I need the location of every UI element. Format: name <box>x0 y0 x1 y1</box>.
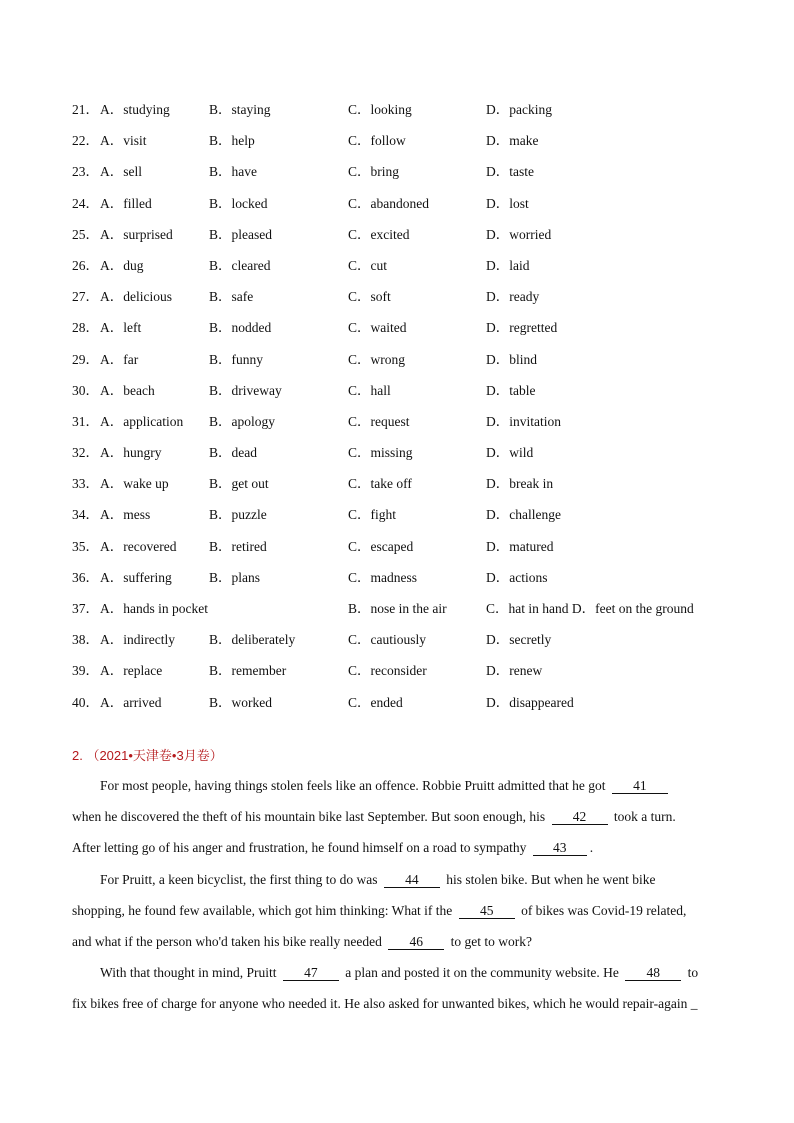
question-number: 27． <box>72 289 99 305</box>
passage-line <box>72 901 724 932</box>
question-number: 29． <box>72 351 99 367</box>
option-c: C．missing <box>348 445 413 461</box>
option-a: A．hungry <box>100 445 162 461</box>
option-a: A．studying <box>100 102 170 117</box>
option-c: C．follow <box>348 133 406 149</box>
option-a: A．filled <box>100 195 152 211</box>
question-row <box>72 505 732 536</box>
question-row <box>72 350 732 381</box>
question-row <box>72 537 732 568</box>
passage-text: took a turn. <box>613 809 676 825</box>
question-row <box>72 256 732 287</box>
passage-text: and what if the person who'd taken his bike really needed <box>72 933 382 949</box>
option-d: C．hat in hand D．feet on the ground <box>486 601 694 616</box>
option-d: D．ready <box>486 289 540 305</box>
option-a: A．mess <box>100 507 151 523</box>
option-c: C．wrong <box>348 351 405 367</box>
option-b: B．cleared <box>209 257 271 273</box>
question-row <box>72 318 732 349</box>
option-c: C．bring <box>348 164 400 180</box>
question-row <box>72 100 732 131</box>
question-number: 36． <box>72 569 99 585</box>
question-row <box>72 287 732 318</box>
option-b: B．deliberately <box>209 632 296 648</box>
option-c: C．request <box>348 413 410 429</box>
option-c: C．abandoned <box>348 195 429 211</box>
blank-46: 46 <box>388 935 444 950</box>
option-b: B．retired <box>209 538 267 554</box>
option-a: A．wake up <box>100 476 169 492</box>
question-number: 30． <box>72 382 99 398</box>
option-d: D．packing <box>486 102 552 117</box>
option-b: B．apology <box>209 413 275 429</box>
option-a: A．indirectly <box>100 632 175 648</box>
option-d: D．table <box>486 382 536 398</box>
question-number: 32． <box>72 445 99 461</box>
option-b: B．have <box>209 164 257 180</box>
option-b: B．puzzle <box>209 507 267 523</box>
blank-44: 44 <box>384 873 440 888</box>
option-b: B．get out <box>209 476 269 492</box>
passage-text: to <box>687 965 699 981</box>
passage-line <box>72 838 724 869</box>
question-number: 22． <box>72 133 99 149</box>
question-row <box>72 225 732 256</box>
question-row <box>72 131 732 162</box>
option-d: D．break in <box>486 476 554 492</box>
passage-line <box>72 776 724 807</box>
option-d: D．invitation <box>486 413 561 429</box>
option-b: B．driveway <box>209 382 282 398</box>
option-d: D．renew <box>486 663 543 679</box>
option-d: D．secretly <box>486 632 552 648</box>
question-number: 35． <box>72 538 99 554</box>
option-d: D．taste <box>486 164 534 180</box>
blank-45: 45 <box>459 904 515 919</box>
passage-text: . <box>589 840 594 856</box>
option-b: B．pleased <box>209 226 272 242</box>
option-c: C．madness <box>348 569 417 585</box>
option-a: A．surprised <box>100 226 173 242</box>
question-number: 21． <box>72 102 99 117</box>
option-a: A．application <box>100 413 184 429</box>
option-c: C．waited <box>348 320 407 336</box>
option-b: B．plans <box>209 569 261 585</box>
blank-42: 42 <box>552 810 608 825</box>
option-b: B．staying <box>209 102 271 117</box>
passage-text: For most people, having things stolen feels like an offence. Robbie Pruitt admitted that he got <box>100 778 606 793</box>
option-c: C．escaped <box>348 538 414 554</box>
option-c: C．excited <box>348 226 410 242</box>
question-number: 37． <box>72 601 99 616</box>
option-d: D．disappeared <box>486 694 574 710</box>
passage-line <box>72 932 724 963</box>
question-row <box>72 599 732 630</box>
option-d: D．matured <box>486 538 554 554</box>
cloze-passage <box>72 776 724 1026</box>
option-a: A．replace <box>100 663 163 679</box>
question-options-list <box>72 100 732 724</box>
question-number: 39． <box>72 663 99 679</box>
option-d: D．make <box>486 133 539 149</box>
passage-text: fix bikes free of charge for anyone who needed it. He also asked for unwanted bikes, which he would repair-again <box>72 996 688 1012</box>
question-number: 26． <box>72 257 99 273</box>
passage-text: After letting go of his anger and frustration, he found himself on a road to sympathy <box>72 840 527 856</box>
question-number: 38． <box>72 632 99 648</box>
blank-48: 48 <box>625 966 681 981</box>
passage-line <box>72 870 724 901</box>
passage-text: With that thought in mind, Pruitt <box>100 965 277 981</box>
option-c: B．nose in the air <box>348 601 447 616</box>
option-d: D．regretted <box>486 320 558 336</box>
option-a: A．dug <box>100 257 144 273</box>
option-b: B．funny <box>209 351 263 367</box>
passage-line <box>72 994 724 1025</box>
passage-text: when he discovered the theft of his mountain bike last September. But soon enough, his <box>72 809 546 825</box>
passage-text: his stolen bike. But when he went bike <box>446 871 656 887</box>
option-c: C．hall <box>348 382 391 398</box>
blank-41: 41 <box>612 779 668 794</box>
option-d: D．wild <box>486 445 534 461</box>
question-number: 25． <box>72 226 99 242</box>
option-d: D．worried <box>486 226 552 242</box>
question-row <box>72 474 732 505</box>
question-row <box>72 693 732 724</box>
passage-line <box>72 963 724 994</box>
question-number: 23． <box>72 164 99 180</box>
option-c: C．ended <box>348 694 403 710</box>
question-row <box>72 568 732 599</box>
question-row <box>72 412 732 443</box>
option-c: C．reconsider <box>348 663 427 679</box>
option-d: D．laid <box>486 257 530 273</box>
question-row <box>72 661 732 692</box>
option-c: C．fight <box>348 507 397 523</box>
option-b: B．worked <box>209 694 272 710</box>
option-c: C．take off <box>348 476 412 492</box>
option-a: A．beach <box>100 382 155 398</box>
question-row <box>72 162 732 193</box>
option-b: B．locked <box>209 195 268 211</box>
option-a: A．visit <box>100 133 147 149</box>
option-d: D．blind <box>486 351 538 367</box>
option-c: C．soft <box>348 289 391 305</box>
option-a: A．delicious <box>100 289 172 305</box>
option-a: A．arrived <box>100 694 162 710</box>
option-b: B．remember <box>209 663 287 679</box>
question-row <box>72 630 732 661</box>
option-a: A．far <box>100 351 139 367</box>
option-b: B．safe <box>209 289 254 305</box>
section-title: 2. （2021•天津卷•3月卷） <box>72 748 223 763</box>
question-number: 34． <box>72 507 99 523</box>
option-b: B．dead <box>209 445 257 461</box>
passage-text: For Pruitt, a keen bicyclist, the first thing to do was <box>100 871 378 887</box>
question-number: 40． <box>72 694 99 710</box>
option-c: C．looking <box>348 102 412 117</box>
blank-43: 43 <box>533 841 587 856</box>
option-d: D．actions <box>486 569 548 585</box>
passage-text: to get to work? <box>450 933 532 949</box>
option-c: C．cut <box>348 257 387 273</box>
question-row <box>72 381 732 412</box>
option-b: B．help <box>209 133 255 149</box>
option-a: A．recovered <box>100 538 177 554</box>
passage-text: shopping, he found few available, which got him thinking: What if the <box>72 902 453 918</box>
option-a: A．suffering <box>100 569 172 585</box>
option-a: A．left <box>100 320 142 336</box>
option-d: D．lost <box>486 195 529 211</box>
question-row <box>72 443 732 474</box>
passage-text: a plan and posted it on the community website. He <box>345 965 619 981</box>
question-number: 28． <box>72 320 99 336</box>
passage-text: _ <box>690 996 698 1012</box>
passage-text: of bikes was Covid-19 related, <box>521 902 687 918</box>
option-d: D．challenge <box>486 507 561 523</box>
passage-line <box>72 807 724 838</box>
option-c: C．cautiously <box>348 632 426 648</box>
question-row <box>72 194 732 225</box>
question-number: 31． <box>72 413 99 429</box>
question-number: 24． <box>72 195 99 211</box>
option-b: B．nodded <box>209 320 272 336</box>
blank-47: 47 <box>283 966 339 981</box>
option-a: A．hands in pocket <box>100 601 208 616</box>
option-a: A．sell <box>100 164 142 180</box>
question-number: 33． <box>72 476 99 492</box>
